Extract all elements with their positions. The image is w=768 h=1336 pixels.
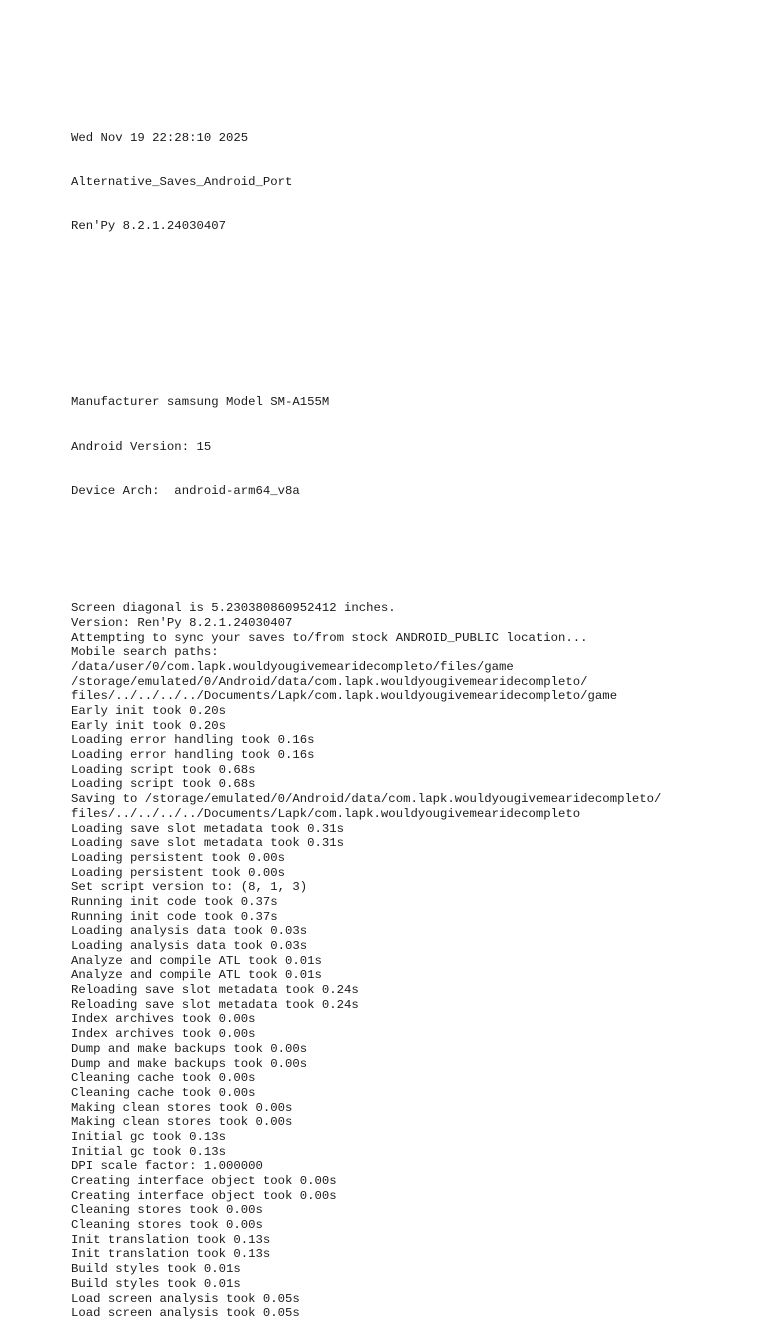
log-header <box>71 101 751 263</box>
log-line: Early init took 0.20s <box>71 704 226 718</box>
log-line: Analyze and compile ATL took 0.01s <box>71 968 322 983</box>
device-info <box>71 366 751 528</box>
device-arch: Device Arch: android-arm64_v8a <box>71 483 300 498</box>
log-engine-version: Ren'Py 8.2.1.24030407 <box>71 219 226 233</box>
log-app-name: Alternative_Saves_Android_Port <box>71 174 293 189</box>
log-timestamp: Wed Nov 19 22:28:10 2025 <box>71 130 249 145</box>
spacer <box>71 557 751 572</box>
log-line: files/../../../../Documents/Lapk/com.lapk.wouldyougivemearidecompleto/game <box>71 689 618 704</box>
log-line: Attempting to sync your saves to/from stock ANDROID_PUBLIC location... <box>71 630 588 645</box>
log-line: Loading analysis data took 0.03s <box>71 924 308 939</box>
log-line: Dump and make backups took 0.00s <box>71 1041 308 1056</box>
log-line: Cleaning stores took 0.00s <box>71 1218 263 1233</box>
device-model: Manufacturer samsung Model SM-A155M <box>71 395 330 410</box>
log-line: Loading persistent took 0.00s <box>71 850 286 865</box>
log-line: Mobile search paths: <box>71 645 219 660</box>
log-line: Version: Ren'Py 8.2.1.24030407 <box>71 615 293 630</box>
log-line: Analyze and compile ATL took 0.01s <box>71 953 322 968</box>
log-line: Reloading save slot metadata took 0.24s <box>71 997 359 1012</box>
log-line: Load screen analysis took 0.05s <box>71 1306 300 1321</box>
log-line: Saving to /storage/emulated/0/Android/data/com.lapk.wouldyougivemearidecompleto/ <box>71 792 662 807</box>
log-line: Loading persistent took 0.00s <box>71 865 286 880</box>
log-line: Loading script took 0.68s <box>71 777 256 792</box>
log-line: Load screen analysis took 0.05s <box>71 1291 300 1306</box>
log-line: Index archives took 0.00s <box>71 1027 256 1042</box>
log-line: Cleaning cache took 0.00s <box>71 1085 256 1100</box>
log-line: Loading error handling took 0.16s <box>71 748 315 763</box>
log-line: Set script version to: (8, 1, 3) <box>71 880 308 895</box>
log-line: Loading analysis data took 0.03s <box>71 939 308 953</box>
android-version: Android Version: 15 <box>71 439 212 454</box>
log-line: Loading error handling took 0.16s <box>71 733 315 748</box>
log-line: Build styles took 0.01s <box>71 1262 241 1277</box>
log-document <box>71 72 751 1336</box>
log-line: Cleaning stores took 0.00s <box>71 1203 263 1218</box>
log-line: Reloading save slot metadata took 0.24s <box>71 983 359 998</box>
log-line: Cleaning cache took 0.00s <box>71 1071 256 1086</box>
log-line: Build styles took 0.01s <box>71 1276 241 1291</box>
log-line: Loading save slot metadata took 0.31s <box>71 836 345 851</box>
log-line: Initial gc took 0.13s <box>71 1129 226 1144</box>
log-line: files/../../../../Documents/Lapk/com.lapk.wouldyougivemearidecompleto <box>71 806 581 821</box>
log-line: Initial gc took 0.13s <box>71 1144 226 1159</box>
log-line: Creating interface object took 0.00s <box>71 1174 337 1188</box>
log-line: Running init code took 0.37s <box>71 909 278 924</box>
spacer <box>71 293 751 337</box>
log-line: Running init code took 0.37s <box>71 894 278 909</box>
log-line: /data/user/0/com.lapk.wouldyougivemearidecompleto/files/game <box>71 659 514 674</box>
log-line: /storage/emulated/0/Android/data/com.lapk.wouldyougivemearidecompleto/ <box>71 674 588 689</box>
log-line: Init translation took 0.13s <box>71 1232 271 1247</box>
log-line: Making clean stores took 0.00s <box>71 1115 293 1130</box>
log-line: Early init took 0.20s <box>71 718 226 733</box>
log-line: Making clean stores took 0.00s <box>71 1100 293 1115</box>
log-line: Index archives took 0.00s <box>71 1012 256 1027</box>
log-line: Init translation took 0.13s <box>71 1247 271 1262</box>
log-lines <box>71 601 751 1321</box>
log-line: Screen diagonal is 5.230380860952412 inches. <box>71 601 396 616</box>
log-line: Creating interface object took 0.00s <box>71 1188 337 1203</box>
log-line: Loading script took 0.68s <box>71 762 256 777</box>
log-line: DPI scale factor: 1.000000 <box>71 1159 263 1174</box>
log-line: Dump and make backups took 0.00s <box>71 1056 308 1071</box>
log-line: Loading save slot metadata took 0.31s <box>71 821 345 836</box>
